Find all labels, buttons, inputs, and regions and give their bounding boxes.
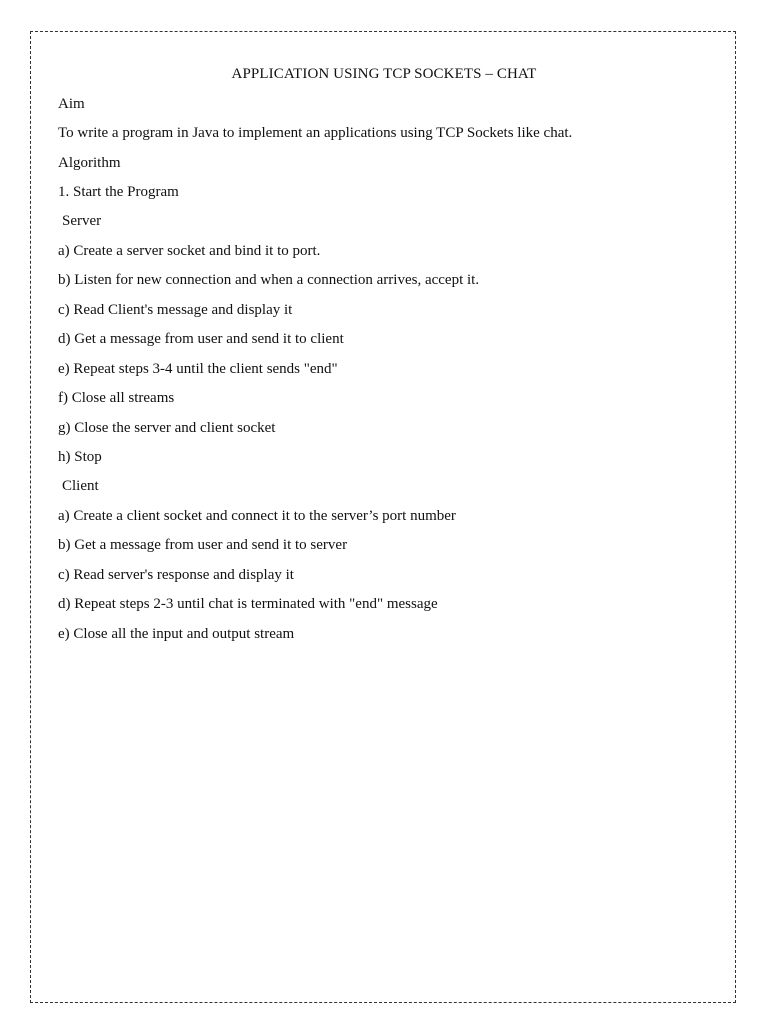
client-step: c) Read server's response and display it bbox=[58, 567, 294, 583]
algorithm-heading: Algorithm bbox=[58, 155, 121, 171]
aim-heading: Aim bbox=[58, 96, 85, 112]
document-title: APPLICATION USING TCP SOCKETS – CHAT bbox=[231, 66, 537, 82]
client-step: e) Close all the input and output stream bbox=[58, 626, 295, 642]
server-step: e) Repeat steps 3-4 until the client sends "end" bbox=[58, 361, 338, 377]
server-step: c) Read Client's message and display it bbox=[58, 302, 293, 318]
step-start: 1. Start the Program bbox=[58, 184, 179, 200]
server-step: f) Close all streams bbox=[58, 390, 175, 406]
client-step: d) Repeat steps 2-3 until chat is terminated with "end" message bbox=[58, 596, 438, 612]
client-heading: Client bbox=[62, 478, 99, 494]
aim-text: To write a program in Java to implement an applications using TCP Sockets like chat. bbox=[58, 125, 573, 141]
server-heading: Server bbox=[62, 213, 102, 229]
server-step: a) Create a server socket and bind it to port. bbox=[58, 243, 321, 259]
client-step: a) Create a client socket and connect it to the server’s port number bbox=[58, 508, 456, 524]
server-step: g) Close the server and client socket bbox=[58, 420, 276, 436]
server-step: b) Listen for new connection and when a connection arrives, accept it. bbox=[58, 272, 480, 288]
server-step: h) Stop bbox=[58, 449, 102, 465]
client-step: b) Get a message from user and send it to server bbox=[58, 537, 348, 553]
server-step: d) Get a message from user and send it to client bbox=[58, 331, 344, 347]
